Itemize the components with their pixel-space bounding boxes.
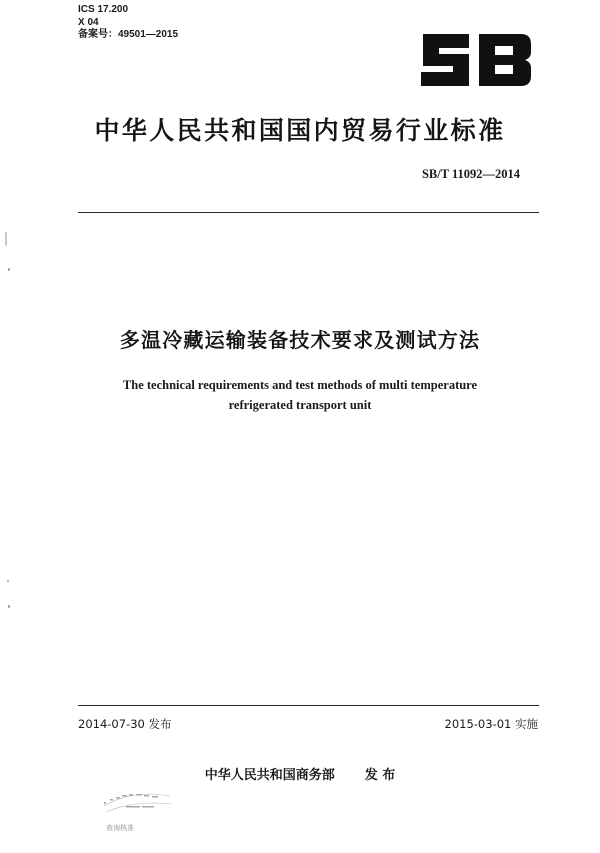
ics-code: ICS 17.200 (78, 4, 129, 15)
classification-code: X 04 (78, 16, 99, 28)
verification-stamp (100, 786, 180, 836)
sb-logo (417, 30, 535, 90)
stamp-text: 查询核准 (106, 824, 134, 832)
document-title-english-line2: refrigerated transport unit (228, 398, 372, 412)
issuing-organization-line (0, 764, 600, 783)
issuing-organization: 中华人民共和国商务部 (204, 768, 335, 783)
scan-mark (7, 580, 9, 582)
issue-action: 发 布 (364, 768, 396, 783)
document-title-chinese: 多温冷藏运输装备技术要求及测试方法 (119, 328, 481, 352)
filing-number: 备案号：49501—2015 (78, 29, 179, 40)
bottom-divider (78, 705, 539, 706)
scan-mark (8, 268, 10, 271)
scan-mark (5, 232, 7, 246)
metadata-block (78, 4, 178, 42)
release-date: 2014-07-30 发布 (78, 717, 172, 731)
standard-category-title: 中华人民共和国国内贸易行业标准 (94, 116, 506, 145)
document-title-english-line1: The technical requirements and test methods of multi temperature (122, 378, 478, 392)
standard-number: SB/T 11092—2014 (421, 167, 520, 181)
top-divider (78, 212, 539, 213)
implementation-date: 2015-03-01 实施 (444, 717, 538, 731)
scan-mark (8, 605, 10, 608)
